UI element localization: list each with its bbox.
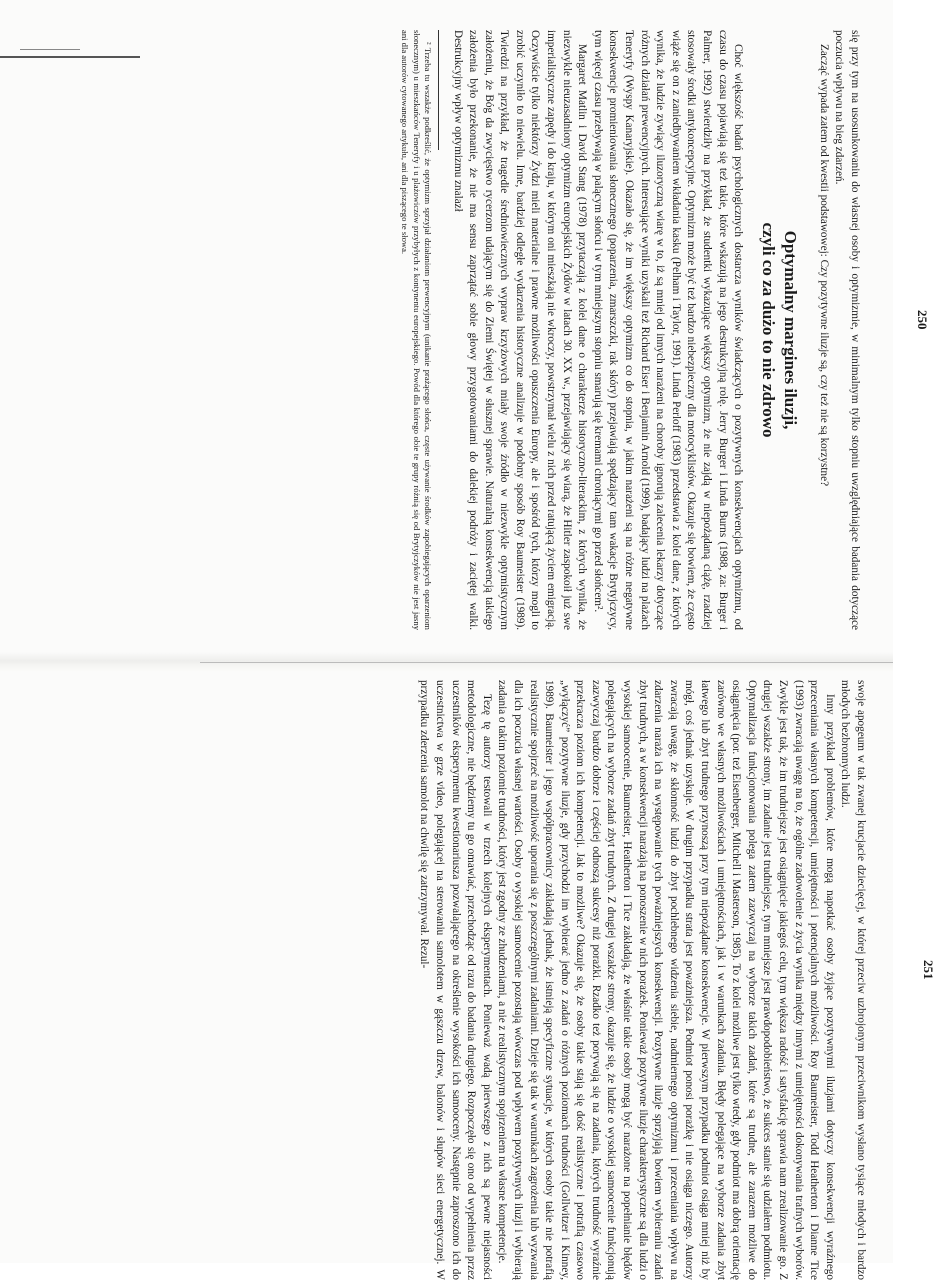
- section-title-line: czyli co za dużo to nie zdrowo: [759, 222, 779, 438]
- intro-paragraph: się przy tym na usosunkowaniu do własnej osoby i optymizmie, w minimalnym tylko stopniu uwzględniające badania dotyczące poczucia wpływu na bieg zdarzeń.: [833, 30, 861, 630]
- footnote: ² Trzeba tu wszakże podkreślić, że optymizm sprzyjał działaniom prewencyjnym (unikanie prażącego słońca, częste używanie środków zapobiegających oparzeniom słonecznym) u mieszkańców Teneryfy i u plażowiczów przybyłych z kontynentu europejskiego. Powód dla którego obie te grupy różnią się od Brytyjczyków nie jest jasny ani dla autorów cytowanego artykułu, ani dla piszącego te słowa.: [400, 30, 433, 630]
- footnote-divider: [438, 30, 439, 150]
- page-250: [102, 30, 930, 630]
- page-251-column: [416, 680, 868, 1280]
- scan-edge-mark: [20, 49, 80, 50]
- section-title: [757, 30, 801, 630]
- body-paragraph: Choć większość badań psychologicznych dostarcza wyników świadczących o pozytywnych konsekwencjach optymizmu, od czasu do czasu pojawiają się też takie, które wskazują na jego destrukcyjną rolę. Jerry Burger i Linda Burns (1988, za: Burger i Palmer, 1992) stwierdziły na przykład, że studentki wykazujące większy optymizm, że nie zajdą w niepożądaną ciążę, rzadziej stosowały środki antykoncepcyjne. Optymizm może być też bardzo niebezpieczny dla motocyklistów. Okazuje się bowiem, że często wiąże się on z zaniedbywaniem wkładania kasku (Pelham i Taylor, 1991). Linda Perloff (1983) przedstawia z kolei dane, z których wynika, że ludzie zywiący iluzoryczną wiarę w to, iż są mniej od innych narażeni na choroby ignorują zalecenia lekarzy dotyczące różnych działań prewencyjnych. Interesujące wyniki uzyskali też Richard Eiser i Benjamin Arnold (1999), badający ludzi na plażach Teneryfy (Wyspy Kanaryjskie). Okazało się, że im większy optymizm co do stopnia, w jakim narażeni są na różne negatywne konsekwencje promieniowania słonecznego (poparzenia, zmarszczki, rak skóry) przejawiają spędzający tam wakacje Brytyjczycy, tym więcej czasu przebywają w palącym słońcu i w tym mniejszym stopniu smarują się kremami chroniącymi go przed słońcem².: [591, 30, 745, 630]
- section-title-line: Optymalny margines iluzji,: [781, 230, 801, 430]
- page-number: 251: [921, 960, 936, 980]
- page-250-column: [399, 30, 862, 630]
- body-paragraph: Tezę tę autorzy testowali w trzech kolejnych eksperymentach. Ponieważ wadą pierwszego z nich są pewne niejasności metodologiczne, nie będziemy tu go omawiać, przechodząc od razu do badania drugiego. Rozpoczęło się ono od wypełnienia przez uczestników eksperymentu kwestionariusza pozwalającego na określenie wysokości ich samooceny. Następnie zaproszono ich do uczestnictwa w grze video, polegającej na sterowaniu samolotem w gąszczu drzew, balonów i słupów sieci energetycznej. W przypadku zderzenia samolot na chwilę się zatrzymywał. Rezul-: [418, 680, 493, 1280]
- body-paragraph: Margaret Matlin i David Stang (1978) przytaczają z kolei dane o charakterze historyczno-literackim, z których wynika, że niezwykle nieuzasadniony optymizm europejskich Żydów w latach 30. XX w., przejawiający się wiarą, że Hitler zaspokoił już swe imperialistyczne zapędy i do kraju, w którym oni mieszkają nie wkroczy, powstrzymał wielu z nich przed ratującą życiem emigracją. Oczywiście tylko niektórzy Żydzi mieli materialne i prawne możliwości opuszczenia Europy, ale i spośród tych, którzy mogli to zrobić uczyniło to niewielu. Inne, bardziej odległe wydarzenia historyczne analizuje w podobny sposób Roy Baumeister (1989). Twierdzi na przykład, że tragedie średniowiecznych wypraw krzyżowych miały swoje źródło w niezwykle optymistycznym założeniu, że Bóg da zwycięstwo rycerzom udającym się do Ziemi Świętej w słusznej sprawie. Naturalną konsekwencją takiego założenia było przekonanie, że nie ma sensu zaprzątać sobie głowy przygotowaniami do dalekiej podróży i zaciętej walki. Destrukcyjny wpływ optymizmu znalazł: [451, 30, 589, 630]
- body-paragraph: Inny przykład problemów, które mogą napotkać osoby żyjące pozytywnymi iluzjami dotyczy konsekwencji wyraźnego przeceniania własnych kompetencji, umiejętności i potencjalnych możliwości. Roy Baumeister, Todd Heatherton i Dianne Tice (1993) zwracają uwagę na to, że ogólne zadowolenie z życia wynika między innymi z umiejętności dokonywania trafnych wyborów. Zwykle jest tak, że im trudniejsze jest osiągnięcie jakiegoś celu, tym większa radość i satysfakcję sprawia nam zrealizowanie go. Z drugiej wszakże strony, im zadanie jest trudniejsze, tym mniejsze jest prawdopodobieństwo, że sukces stanie się udziałem podmiotu. Optymalizacja funkcjonowania polega zatem zazwyczaj na wyborze takich zadań, które są trudne, ale zarazem możliwe do osiągnięcia (por. też Eisenberger, Mitchell i Masterson, 1985). To z kolei możliwe jest tylko wtedy, gdy podmiot ma dobrą orientację zarówno we własnych możliwościach i umiejętnościach, jak i w warunkach zadania. Błędy polegające na wyborze zadania zbyt łatwego lub zbyt trudnego przynoszą przy tym niepożądane konsekwencje. W pierwszym przypadku podmiot osiąga mniej niż by mógł, coś jednak uzyskuje. W drugim przypadku strata jest poważniejsza. Podmiot ponosi porażkę i nie osiąga niczego. Autorzy zwracają uwagę, że skłonność ludzi do zbyt pochlebnego widzenia siebie, nadmiernego optymizmu i przeceniania wpływu na zdarzenia naraża ich na występowanie tych poważniejszych konsekwencji. Pozytywne iluzje sprzyjają bowiem wybieraniu zadań zbyt trudnych, a w konsekwencji narażają na ponoszenie w nich porażek. Ponieważ pozytywne iluzje charakterystyczne są dla ludzi o wysokiej samoocenie, Baumeister, Heatherton i Tice zakładają, że właśnie takie osoby mogą być narażone na popełnianie błędów polegających na wyborze zadań zbyt trudnych. Z drugiej wszakże strony, okazuje się, że ludzie o wysokiej samoocenie funkcjonują zazwyczaj bardzo dobrze i częściej odnoszą sukcesy niż porażki. Rzadko też porywają się na zadania, których trudność wyraźnie przekracza poziom ich kompetencji. Jak to możliwe? Okazuje się, że osoby takie stają się dość realistyczne i potrafią czasowo „wyłączyć” pozytywne iluzje, gdy przychodzi im wybierać jedno z zadań o różnych poziomach trudności (Gollwitzer i Kinney, 1989). Baumeister i jego współpracownicy zakładają jednak, że istnieją specyficzne sytuacje, w których osoby takie nie potrafią realistycznie spojrzeć na możliwość uporania się z poszczególnymi zadaniami. Dzieje się tak w warunkach zagrożenia lub wyzwania dla ich poczucia własnej wartości. Osoby o wysokiej samoocenie pozostają wówczas pod wpływem pozytywnych iluzji i wybierają zadania o takim poziomie trudności, który jest zgodny ze zhudzeniami, a nie z realistycznym spojrzeniem na własne kompetencje.: [496, 680, 836, 1280]
- page-number: 250: [915, 310, 930, 330]
- page-251: [108, 680, 936, 1280]
- gutter-line: [200, 662, 893, 663]
- body-paragraph: swoje apogeum w tak zwanej krucjacie dziecięcej, w której przeciw uzbrojonym przeciwnikom wysłano tysiące młodych i bardzo młodych bezbronnych ludzi.: [839, 680, 867, 1280]
- intro-paragraph: Zacząć wypada zatem od kwestii podstawowej: Czy pozytywne iluzje są, czy też nie są korzystne?: [817, 44, 830, 487]
